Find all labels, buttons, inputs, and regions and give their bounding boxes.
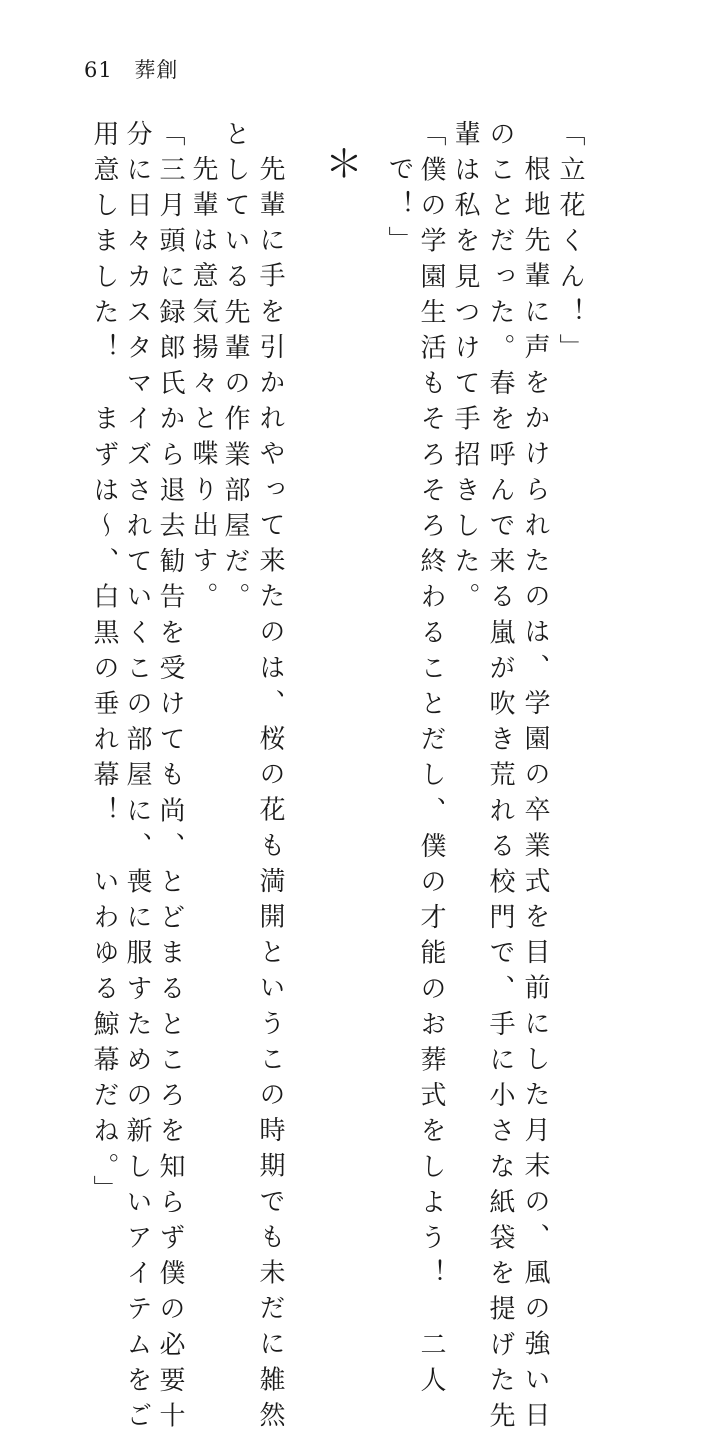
text-column: で！」 [384, 155, 414, 262]
text-column: 用意しました！ まずは〜、白黒の垂れ幕！ いわゆる鯨幕だね。」 [89, 120, 119, 1211]
text-column: 分に日々カスタマイズされていくこの部屋に、喪に服すための新しいアイテムをご [122, 120, 152, 1437]
text-column: 輩は私を見つけて手招きした。 [450, 120, 480, 619]
text-column: 「立花くん！」 [555, 120, 585, 370]
text-column: としている先輩の作業部屋だ。 [220, 120, 250, 619]
text-column: 根地先輩に声をかけられたのは、学園の卒業式を目前にした月末の、風の強い日 [520, 155, 550, 1437]
chapter-title: 葬創 [134, 58, 179, 82]
text-column: 先輩は意気揚々と喋り出す。 [188, 155, 218, 618]
page-header [84, 54, 178, 84]
text-column: 「三月頭に録郎氏から退去勧告を受けても尚、とどまるところを知らず僕の必要十 [155, 120, 185, 1437]
text-column: 「僕の学園生活もそろそろ終わることだし、僕の才能のお葬式をしよう！ 二人 [416, 120, 446, 1402]
text-column: 先輩に手を引かれやって来たのは、桜の花も満開というこの時期でも未だに雑然 [255, 155, 285, 1437]
text-column: のことだった。春を呼んで来る嵐が吹き荒れる校門で、手に小さな紙袋を提げた先 [485, 120, 515, 1437]
page-number: 61 [84, 58, 113, 82]
section-break-asterisk: ＊ [325, 142, 364, 186]
